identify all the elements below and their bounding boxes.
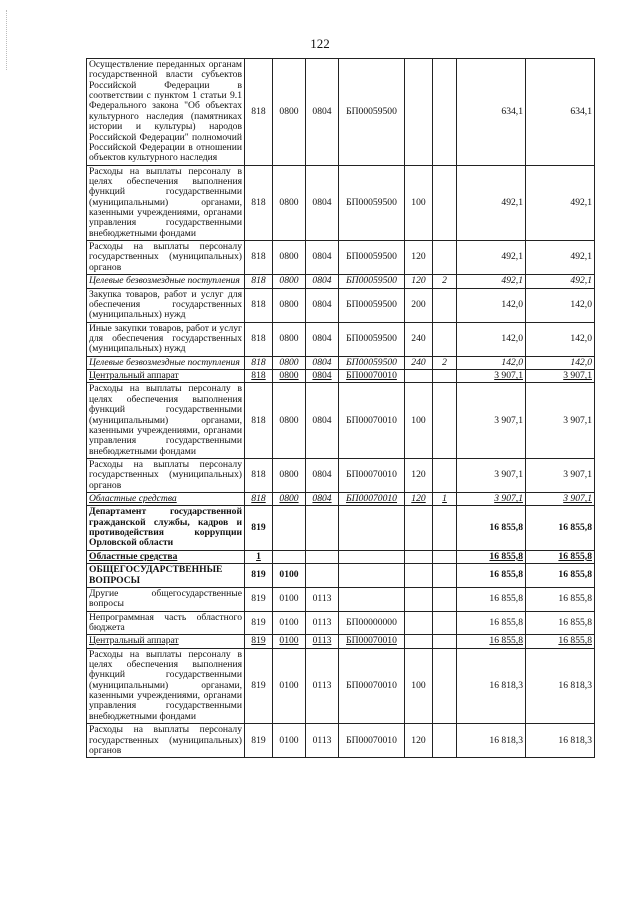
row-article: БП00059500 [339, 59, 405, 166]
row-admin-code: 818 [245, 322, 273, 356]
row-admin-code: 818 [245, 493, 273, 506]
row-name: Областные средства [87, 550, 245, 563]
row-article: БП00070010 [339, 383, 405, 459]
row-admin-code: 818 [245, 383, 273, 459]
row-article: БП00059500 [339, 288, 405, 322]
row-name: Целевые безвозмездные поступления [87, 275, 245, 288]
row-section [273, 550, 306, 563]
row-admin-code: 818 [245, 356, 273, 369]
row-section: 0800 [273, 458, 306, 492]
row-value-year2: 142,0 [526, 288, 595, 322]
row-value-year1: 142,0 [457, 322, 526, 356]
row-expense-type [405, 635, 433, 648]
row-subsection: 0804 [306, 383, 339, 459]
row-value-year2: 492,1 [526, 241, 595, 275]
row-value-year2: 3 907,1 [526, 493, 595, 506]
row-expense-type: 100 [405, 165, 433, 241]
row-name: Целевые безвозмездные поступления [87, 356, 245, 369]
row-name: Непрограммная часть областного бюджета [87, 611, 245, 635]
row-source [433, 724, 457, 758]
row-section: 0800 [273, 322, 306, 356]
row-value-year1: 16 855,8 [457, 587, 526, 611]
row-section: 0100 [273, 564, 306, 588]
row-article: БП00070010 [339, 458, 405, 492]
row-source: 2 [433, 275, 457, 288]
row-section: 0800 [273, 288, 306, 322]
row-subsection: 0804 [306, 493, 339, 506]
row-name: Расходы на выплаты персоналу государственных (муниципальных) органов [87, 458, 245, 492]
row-value-year2: 16 855,8 [526, 611, 595, 635]
row-section: 0100 [273, 635, 306, 648]
row-value-year1: 3 907,1 [457, 458, 526, 492]
row-value-year1: 492,1 [457, 241, 526, 275]
row-subsection: 0804 [306, 458, 339, 492]
row-value-year2: 3 907,1 [526, 370, 595, 383]
row-admin-code: 818 [245, 275, 273, 288]
row-subsection [306, 550, 339, 563]
table-row [87, 611, 595, 635]
row-name: Центральный аппарат [87, 370, 245, 383]
row-article: БП00070010 [339, 648, 405, 724]
row-subsection [306, 564, 339, 588]
row-value-year1: 16 818,3 [457, 648, 526, 724]
table-row [87, 288, 595, 322]
row-section: 0100 [273, 587, 306, 611]
row-value-year2: 3 907,1 [526, 458, 595, 492]
row-admin-code: 818 [245, 165, 273, 241]
row-name: Областные средства [87, 493, 245, 506]
row-value-year2: 16 855,8 [526, 587, 595, 611]
row-section: 0800 [273, 59, 306, 166]
row-admin-code: 819 [245, 587, 273, 611]
row-article [339, 564, 405, 588]
row-value-year1: 634,1 [457, 59, 526, 166]
row-subsection: 0804 [306, 59, 339, 166]
table-row [87, 275, 595, 288]
row-article: БП00059500 [339, 275, 405, 288]
row-value-year1: 142,0 [457, 356, 526, 369]
row-value-year2: 634,1 [526, 59, 595, 166]
table-row [87, 59, 595, 166]
row-name: Центральный аппарат [87, 635, 245, 648]
row-article [339, 587, 405, 611]
row-subsection: 0804 [306, 241, 339, 275]
row-value-year1: 492,1 [457, 275, 526, 288]
row-source: 1 [433, 493, 457, 506]
row-name: Расходы на выплаты персоналу в целях обеспечения выполнения функций государственными (муниципальными) органами, казенными учреждениями, органами управления государственными внебюджетными фондами [87, 383, 245, 459]
row-name: Расходы на выплаты персоналу государственных (муниципальных) органов [87, 724, 245, 758]
row-admin-code: 818 [245, 370, 273, 383]
row-value-year1: 3 907,1 [457, 383, 526, 459]
row-admin-code: 819 [245, 506, 273, 550]
table-row [87, 322, 595, 356]
row-name: ОБЩЕГОСУДАРСТВЕННЫЕ ВОПРОСЫ [87, 564, 245, 588]
row-article: БП00070010 [339, 724, 405, 758]
row-subsection: 0113 [306, 648, 339, 724]
row-source [433, 59, 457, 166]
row-article: БП00070010 [339, 635, 405, 648]
row-section: 0800 [273, 165, 306, 241]
row-value-year1: 16 855,8 [457, 635, 526, 648]
row-expense-type: 240 [405, 356, 433, 369]
row-section: 0100 [273, 648, 306, 724]
row-subsection: 0804 [306, 356, 339, 369]
row-article: БП00070010 [339, 370, 405, 383]
table-row [87, 564, 595, 588]
table-row [87, 506, 595, 550]
budget-table [86, 58, 595, 758]
budget-table-body [87, 59, 595, 758]
row-section: 0800 [273, 275, 306, 288]
row-expense-type: 240 [405, 322, 433, 356]
row-source [433, 370, 457, 383]
row-subsection: 0113 [306, 724, 339, 758]
row-subsection [306, 506, 339, 550]
row-value-year2: 16 855,8 [526, 550, 595, 563]
row-article: БП00059500 [339, 241, 405, 275]
row-admin-code: 819 [245, 564, 273, 588]
row-source [433, 165, 457, 241]
row-name: Иные закупки товаров, работ и услуг для обеспечения государственных (муниципальных) нужд [87, 322, 245, 356]
row-value-year2: 16 818,3 [526, 648, 595, 724]
row-expense-type: 120 [405, 241, 433, 275]
row-expense-type: 120 [405, 458, 433, 492]
row-expense-type [405, 506, 433, 550]
row-source [433, 506, 457, 550]
row-section: 0800 [273, 370, 306, 383]
table-row [87, 165, 595, 241]
row-admin-code: 818 [245, 458, 273, 492]
table-row [87, 241, 595, 275]
row-name: Расходы на выплаты персоналу в целях обеспечения выполнения функций государственными (муниципальными) органами, казенными учреждениями, органами управления государственными внебюджетными фондами [87, 165, 245, 241]
row-value-year2: 142,0 [526, 322, 595, 356]
row-source [433, 611, 457, 635]
table-row [87, 587, 595, 611]
row-subsection: 0804 [306, 165, 339, 241]
row-expense-type: 120 [405, 724, 433, 758]
row-source [433, 648, 457, 724]
row-source [433, 635, 457, 648]
row-source [433, 322, 457, 356]
row-value-year1: 3 907,1 [457, 370, 526, 383]
row-admin-code: 818 [245, 241, 273, 275]
row-value-year1: 16 855,8 [457, 506, 526, 550]
row-article: БП00059500 [339, 165, 405, 241]
row-value-year2: 16 855,8 [526, 635, 595, 648]
row-admin-code: 818 [245, 288, 273, 322]
row-section: 0100 [273, 611, 306, 635]
row-subsection: 0804 [306, 370, 339, 383]
row-subsection: 0804 [306, 322, 339, 356]
row-value-year1: 16 855,8 [457, 564, 526, 588]
row-source [433, 241, 457, 275]
row-subsection: 0113 [306, 611, 339, 635]
row-source [433, 564, 457, 588]
row-source: 2 [433, 356, 457, 369]
row-expense-type [405, 59, 433, 166]
row-expense-type [405, 370, 433, 383]
row-expense-type [405, 587, 433, 611]
table-row [87, 648, 595, 724]
row-value-year2: 16 818,3 [526, 724, 595, 758]
row-value-year1: 16 855,8 [457, 611, 526, 635]
row-admin-code: 1 [245, 550, 273, 563]
row-value-year1: 142,0 [457, 288, 526, 322]
row-admin-code: 819 [245, 635, 273, 648]
row-value-year2: 16 855,8 [526, 506, 595, 550]
row-section: 0800 [273, 241, 306, 275]
row-name: Расходы на выплаты персоналу в целях обеспечения выполнения функций государственными (муниципальными) органами, казенными учреждениями, органами управления государственными внебюджетными фондами [87, 648, 245, 724]
row-subsection: 0804 [306, 275, 339, 288]
row-article: БП00059500 [339, 356, 405, 369]
row-section: 0800 [273, 383, 306, 459]
row-value-year1: 492,1 [457, 165, 526, 241]
row-section [273, 506, 306, 550]
row-article: БП00000000 [339, 611, 405, 635]
row-article: БП00059500 [339, 322, 405, 356]
row-article [339, 550, 405, 563]
row-value-year2: 492,1 [526, 165, 595, 241]
row-admin-code: 818 [245, 59, 273, 166]
row-value-year2: 492,1 [526, 275, 595, 288]
row-name: Закупка товаров, работ и услуг для обеспечения государственных (муниципальных) нужд [87, 288, 245, 322]
table-row [87, 370, 595, 383]
row-section: 0800 [273, 356, 306, 369]
row-source [433, 550, 457, 563]
row-expense-type: 120 [405, 493, 433, 506]
row-value-year1: 16 855,8 [457, 550, 526, 563]
row-name: Осуществление переданных органам государственной власти субъектов Российской Федерации в соответствии с пунктом 1 статьи 9.1 Федерального закона "Об объектах культурного наследия (памятниках истории и культуры) народов Российской Федерации" полномочий Российской Федерации в отношении объектов культурного наследия [87, 59, 245, 166]
row-expense-type: 200 [405, 288, 433, 322]
row-admin-code: 819 [245, 724, 273, 758]
row-name: Расходы на выплаты персоналу государственных (муниципальных) органов [87, 241, 245, 275]
row-expense-type [405, 611, 433, 635]
table-row [87, 493, 595, 506]
row-name: Департамент государственной гражданской службы, кадров и противодействия коррупции Орловской области [87, 506, 245, 550]
table-row [87, 635, 595, 648]
row-article [339, 506, 405, 550]
row-source [433, 587, 457, 611]
row-source [433, 458, 457, 492]
table-row [87, 724, 595, 758]
table-row [87, 356, 595, 369]
row-expense-type: 120 [405, 275, 433, 288]
row-expense-type [405, 564, 433, 588]
row-source [433, 288, 457, 322]
row-name: Другие общегосударственные вопросы [87, 587, 245, 611]
row-section: 0800 [273, 493, 306, 506]
row-expense-type [405, 550, 433, 563]
row-expense-type: 100 [405, 383, 433, 459]
table-row [87, 458, 595, 492]
table-row [87, 550, 595, 563]
row-admin-code: 819 [245, 611, 273, 635]
table-row [87, 383, 595, 459]
row-subsection: 0113 [306, 635, 339, 648]
row-source [433, 383, 457, 459]
row-subsection: 0113 [306, 587, 339, 611]
row-value-year1: 3 907,1 [457, 493, 526, 506]
row-expense-type: 100 [405, 648, 433, 724]
row-article: БП00070010 [339, 493, 405, 506]
page-number: 122 [310, 36, 330, 51]
row-value-year1: 16 818,3 [457, 724, 526, 758]
row-admin-code: 819 [245, 648, 273, 724]
row-value-year2: 142,0 [526, 356, 595, 369]
row-subsection: 0804 [306, 288, 339, 322]
row-value-year2: 16 855,8 [526, 564, 595, 588]
row-value-year2: 3 907,1 [526, 383, 595, 459]
row-section: 0100 [273, 724, 306, 758]
